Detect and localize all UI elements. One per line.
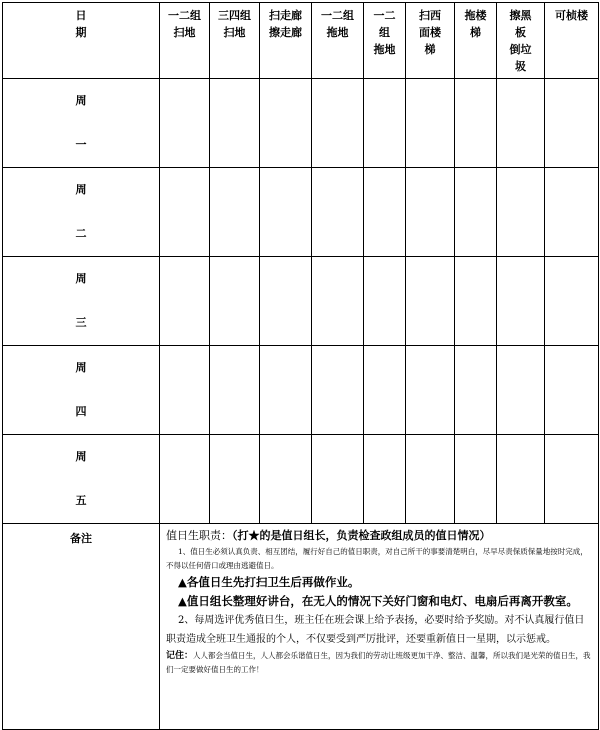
- table-cell: [160, 435, 210, 524]
- table-cell: [545, 79, 599, 168]
- table-cell: [497, 435, 545, 524]
- day-row-mon: [3, 79, 599, 168]
- table-cell: [545, 168, 599, 257]
- day-label-tue: 周 二: [3, 168, 160, 257]
- table-cell: [406, 257, 455, 346]
- notes-paragraph-4: 2、每周选评优秀值日生，班主任在班会课上给予表扬，必要时给予奖励。对不认真履行值日职责造成全班卫生通报的个人，不仅要受到严厉批评，还要重新值日一星期，以示惩戒。: [166, 615, 585, 645]
- day-row-tue: [3, 168, 599, 257]
- day-row-fri: [3, 435, 599, 524]
- table-cell: [364, 435, 406, 524]
- table-cell: [406, 346, 455, 435]
- header-col-1: 一二组 扫地: [160, 3, 210, 79]
- table-cell: [160, 257, 210, 346]
- table-cell: [312, 79, 364, 168]
- header-col-7: 拖楼 梯: [455, 3, 497, 79]
- notes-paragraph-3: ▲值日组长整理好讲台，在无人的情况下关好门窗和电灯、电扇后再离开教室。: [178, 594, 578, 608]
- table-cell: [260, 346, 312, 435]
- table-cell: [406, 435, 455, 524]
- header-col-4: 一二组 拖地: [312, 3, 364, 79]
- table-cell: [312, 435, 364, 524]
- table-cell: [260, 79, 312, 168]
- day-row-thu: [3, 346, 599, 435]
- table-cell: [312, 257, 364, 346]
- table-cell: [160, 168, 210, 257]
- table-cell: [406, 168, 455, 257]
- notes-label: 备注: [3, 524, 160, 730]
- duty-roster-table: [2, 2, 599, 730]
- table-cell: [497, 346, 545, 435]
- notes-title-prefix: 值日生职责：: [166, 529, 232, 542]
- table-cell: [545, 257, 599, 346]
- notes-remember-label: 记住：: [166, 651, 194, 661]
- table-cell: [210, 435, 260, 524]
- notes-content: [160, 524, 599, 730]
- table-cell: [210, 257, 260, 346]
- notes-remember-text: 人人都会当值日生，人人都会乐谐值日生，因为我们的劳动让班级更加干净、整洁、温馨，所以我们是光荣的值日生，我们一定要做好值日生的工作！: [166, 651, 591, 674]
- table-cell: [260, 168, 312, 257]
- table-cell: [210, 79, 260, 168]
- notes-title-rest: （打★的是值日组长，负责检查政组成员的值日情况）: [232, 529, 491, 542]
- table-cell: [364, 168, 406, 257]
- table-cell: [455, 168, 497, 257]
- notes-paragraph-5: [166, 649, 594, 677]
- notes-paragraph-1: 1、值日生必须认真负责、相互团结，履行好自己的值日职责，对自己所干的事要清楚明白，尽早尽责保质保量地按时完成，不得以任何借口或理由逃避值日。: [166, 547, 588, 570]
- notes-title: [166, 527, 594, 545]
- table-cell: [210, 168, 260, 257]
- day-label-mon: 周 一: [3, 79, 160, 168]
- table-cell: [260, 257, 312, 346]
- table-cell: [497, 257, 545, 346]
- table-cell: [260, 435, 312, 524]
- notes-paragraph-2: ▲各值日生先打扫卫生后再做作业。: [178, 575, 360, 589]
- table-cell: [364, 257, 406, 346]
- table-cell: [455, 435, 497, 524]
- table-cell: [364, 79, 406, 168]
- table-cell: [312, 168, 364, 257]
- header-col-6: 扫西 面楼 梯: [406, 3, 455, 79]
- table-cell: [545, 435, 599, 524]
- header-col-9: 可桢楼: [545, 3, 599, 79]
- table-cell: [497, 168, 545, 257]
- header-col-2: 三四组 扫地: [210, 3, 260, 79]
- day-row-wed: [3, 257, 599, 346]
- notes-row: [3, 524, 599, 730]
- day-label-thu: 周 四: [3, 346, 160, 435]
- table-cell: [312, 346, 364, 435]
- header-date: 日 期: [3, 3, 160, 79]
- table-cell: [210, 346, 260, 435]
- table-cell: [545, 346, 599, 435]
- header-col-3: 扫走廊 擦走廊: [260, 3, 312, 79]
- table-cell: [406, 79, 455, 168]
- table-cell: [455, 346, 497, 435]
- table-cell: [160, 346, 210, 435]
- table-cell: [364, 346, 406, 435]
- table-cell: [497, 79, 545, 168]
- table-cell: [455, 79, 497, 168]
- header-row: [3, 3, 599, 79]
- table-cell: [160, 79, 210, 168]
- header-col-5: 一二 组 拖地: [364, 3, 406, 79]
- table-cell: [455, 257, 497, 346]
- day-label-wed: 周 三: [3, 257, 160, 346]
- day-label-fri: 周 五: [3, 435, 160, 524]
- header-col-8: 擦黑 板 倒垃 圾: [497, 3, 545, 79]
